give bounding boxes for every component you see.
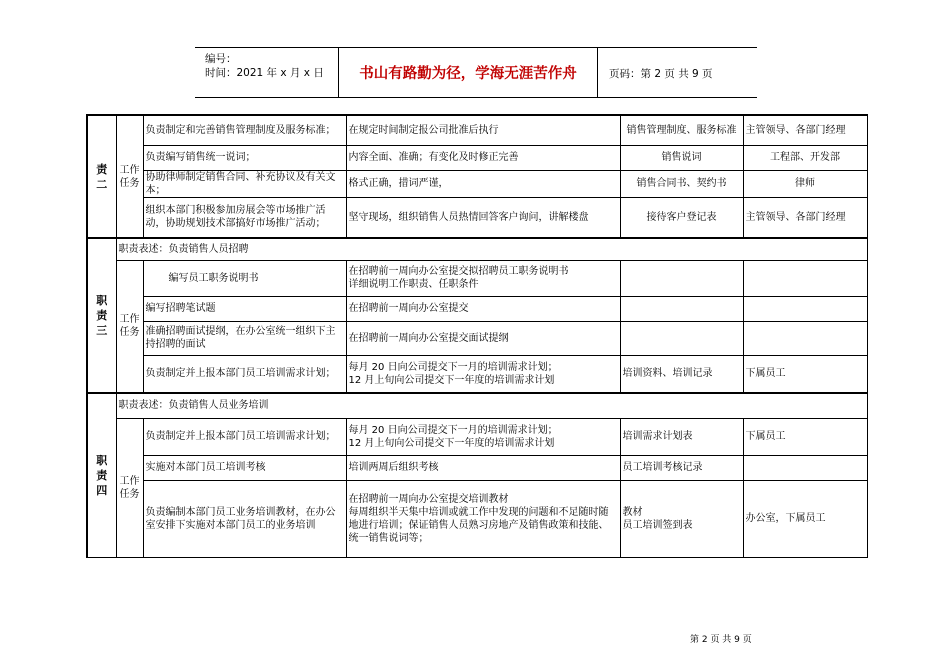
related-cell xyxy=(743,260,867,296)
table-row xyxy=(87,170,867,197)
standard-cell: 在规定时间制定报公司批准后执行 xyxy=(346,115,620,145)
task-cell: 编写员工职务说明书 xyxy=(143,260,346,296)
table-row xyxy=(87,393,867,418)
work-tasks-label: 工作任务 xyxy=(116,418,143,557)
page-footer: 第 2 页 共 9 页 xyxy=(690,635,752,645)
section-title-2: 责 二 xyxy=(87,115,116,238)
standard-line: 在招聘前一周向办公室提交培训教材 xyxy=(348,493,509,505)
related-cell: 工程部、开发部 xyxy=(743,145,867,170)
standard-line: 12 月上旬向公司提交下一年度的培训需求计划 xyxy=(348,437,555,449)
output-line: 员工培训签到表 xyxy=(622,519,693,531)
standard-cell xyxy=(346,260,620,296)
table-row xyxy=(87,115,867,145)
task-cell: 负责制定和完善销售管理制度及服务标准； xyxy=(143,115,346,145)
output-cell: 培训资料、培训记录 xyxy=(620,355,743,393)
header-meta xyxy=(195,48,338,97)
page-header xyxy=(195,47,757,98)
task-cell: 编写招聘笔试题 xyxy=(143,296,346,321)
standard-line: 在招聘前一周向办公室提交拟招聘员工职务说明书 xyxy=(348,266,569,277)
table-row xyxy=(87,145,867,170)
table-row xyxy=(87,238,867,260)
standard-cell: 内容全面、准确；有变化及时修正完善 xyxy=(346,145,620,170)
standard-cell: 格式正确，措词严谨， xyxy=(346,170,620,197)
standard-cell xyxy=(346,418,620,455)
related-cell: 下属员工 xyxy=(743,418,867,455)
task-cell: 实施对本部门员工培训考核 xyxy=(143,455,346,480)
related-cell: 办公室，下属员工 xyxy=(743,480,867,557)
related-cell: 律师 xyxy=(743,170,867,197)
output-cell xyxy=(620,260,743,296)
standard-line: 每月 20 日向公司提交下一月的培训需求计划； xyxy=(348,424,558,436)
work-tasks-label: 工作任务 xyxy=(116,260,143,393)
standard-cell: 坚守现场，组织销售人员热情回答客户询问，讲解楼盘 xyxy=(346,197,620,238)
table-row xyxy=(87,321,867,355)
table-row xyxy=(87,455,867,480)
standard-line: 12 月上旬向公司提交下一年度的培训需求计划 xyxy=(348,374,555,386)
duty-table xyxy=(86,114,868,558)
table-row xyxy=(87,355,867,393)
task-cell: 负责制定并上报本部门员工培训需求计划； xyxy=(143,418,346,455)
header-page-label: 页码：第 2 页 共 9 页 xyxy=(609,68,713,80)
time-label: 时间：2021 年 x 月 x 日 xyxy=(205,67,324,79)
output-line: 教材 xyxy=(622,506,643,518)
table-row xyxy=(87,480,867,557)
duty-description: 职责表述：负责销售人员业务培训 xyxy=(116,393,867,418)
output-cell: 销售合同书、契约书 xyxy=(620,170,743,197)
duty-description: 职责表述：负责销售人员招聘 xyxy=(116,238,867,260)
task-cell: 准确招聘面试提纲，在办公室统一组织下主持招聘的面试 xyxy=(143,321,346,355)
standard-cell: 培训两周后组织考核 xyxy=(346,455,620,480)
section-title-3: 职 责 三 xyxy=(87,238,116,393)
standard-line: 每周组织半天集中培训或就工作中发现的问题和不足随时随地进行培训；保证销售人员熟习房地产及销售政策和技能、统一销售说词等； xyxy=(348,506,609,544)
task-cell: 负责编制本部门员工业务培训教材，在办公室安排下实施对本部门员工的业务培训 xyxy=(143,480,346,557)
output-cell xyxy=(620,296,743,321)
section-title-4: 职 责 四 xyxy=(87,393,116,557)
output-cell: 接待客户登记表 xyxy=(620,197,743,238)
related-cell xyxy=(743,455,867,480)
related-cell: 主管领导、各部门经理 xyxy=(743,115,867,145)
table-row xyxy=(87,296,867,321)
work-tasks-label: 工作任务 xyxy=(116,115,143,238)
output-cell: 销售管理制度、服务标准 xyxy=(620,115,743,145)
output-cell: 培训需求计划表 xyxy=(620,418,743,455)
header-motto: 书山有路勤为径，学海无涯苦作舟 xyxy=(338,48,598,97)
number-label: 编号： xyxy=(205,53,237,65)
task-cell: 组织本部门积极参加房展会等市场推广活动，协助规划技术部搞好市场推广活动； xyxy=(143,197,346,238)
table-row xyxy=(87,260,867,296)
output-cell: 员工培训考核记录 xyxy=(620,455,743,480)
standard-cell: 在招聘前一周向办公室提交面试提纲 xyxy=(346,321,620,355)
related-cell: 主管领导、各部门经理 xyxy=(743,197,867,238)
standard-line: 详细说明工作职责、任职条件 xyxy=(348,279,479,290)
standard-cell xyxy=(346,480,620,557)
output-cell xyxy=(620,321,743,355)
standard-line: 每月 20 日向公司提交下一月的培训需求计划； xyxy=(348,361,558,373)
related-cell xyxy=(743,321,867,355)
standard-cell: 在招聘前一周向办公室提交 xyxy=(346,296,620,321)
output-cell xyxy=(620,480,743,557)
output-cell: 销售说词 xyxy=(620,145,743,170)
related-cell xyxy=(743,296,867,321)
table-row xyxy=(87,418,867,455)
task-cell: 负责编写销售统一说词； xyxy=(143,145,346,170)
task-cell: 协助律师制定销售合同、补充协议及有关文本； xyxy=(143,170,346,197)
task-cell: 负责制定并上报本部门员工培训需求计划； xyxy=(143,355,346,393)
related-cell: 下属员工 xyxy=(743,355,867,393)
standard-cell xyxy=(346,355,620,393)
table-row xyxy=(87,197,867,238)
